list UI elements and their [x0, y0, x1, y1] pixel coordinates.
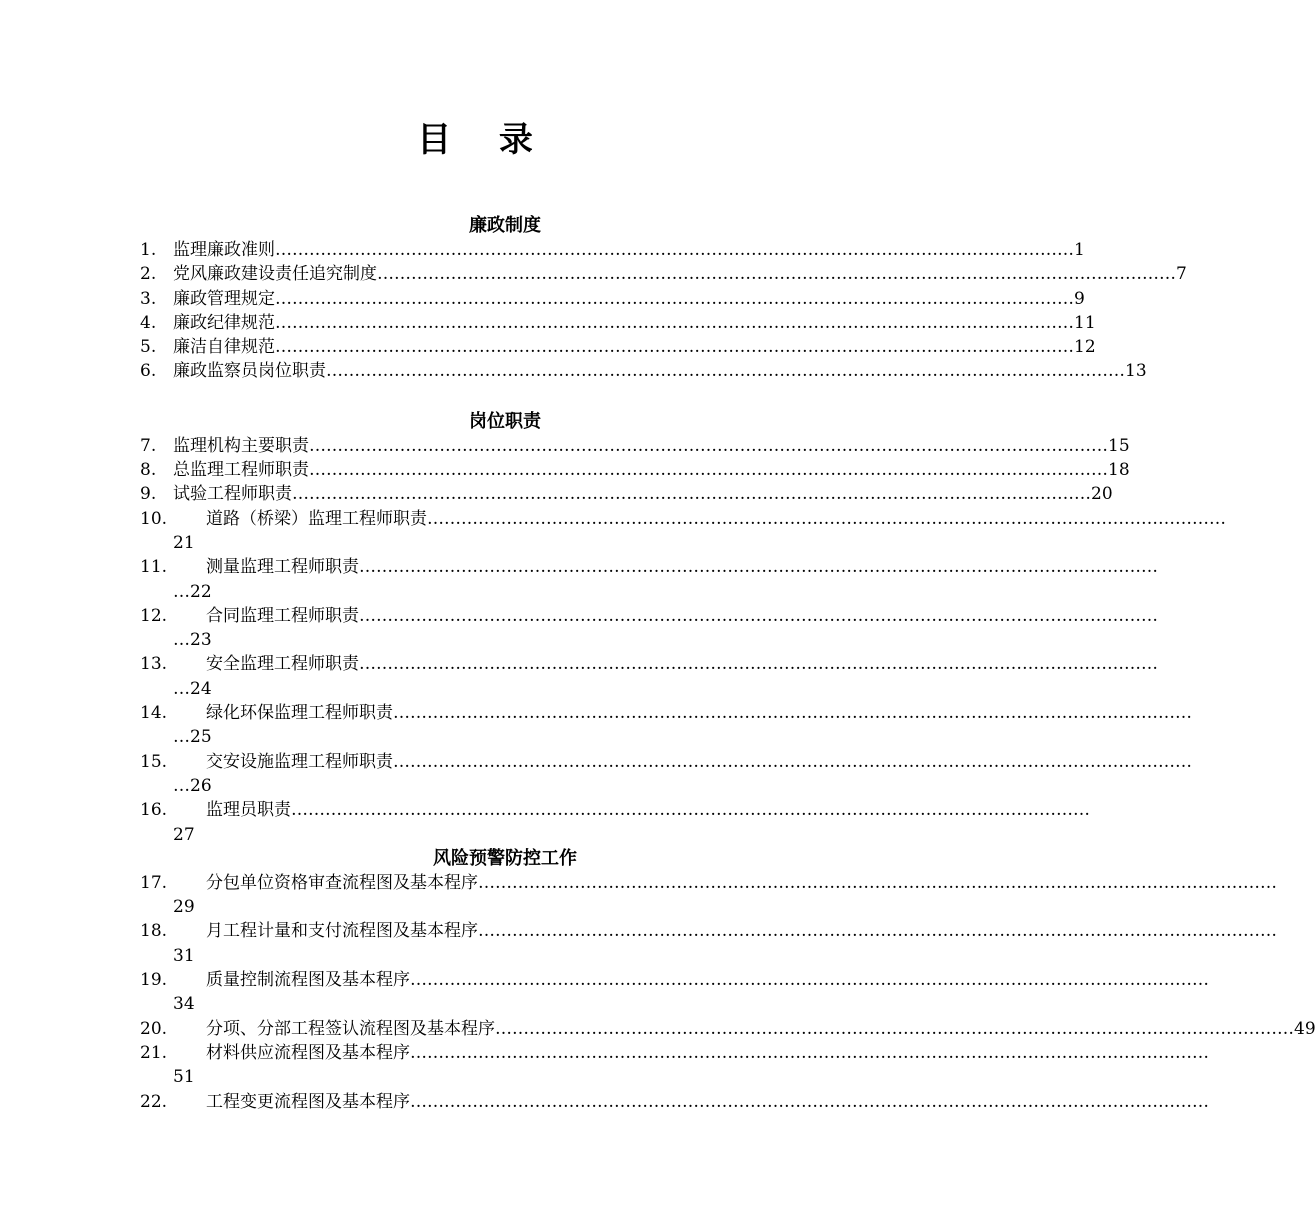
dot-leader: ……………………………………………………………………………………………………………………………: [309, 435, 1108, 456]
entry-page-wrap: 51: [173, 1067, 195, 1088]
dot-leader: ……………………………………………………………………………………………………………………………: [326, 361, 1125, 382]
entry-page: 11: [1074, 312, 1096, 333]
entry-page-wrap: 29: [173, 897, 195, 918]
entry-page: 49: [1294, 1018, 1316, 1039]
entry-label: 廉政管理规定: [173, 288, 275, 309]
section-heading-duties: 岗位职责: [469, 410, 541, 432]
entry-number: 7.: [140, 435, 157, 456]
entry-page: 20: [1091, 484, 1113, 505]
entry-page: 12: [1074, 337, 1096, 358]
entry-page: 18: [1108, 460, 1130, 481]
dot-leader: ……………………………………………………………………………………………………………………………: [359, 557, 1158, 578]
entry-label: 安全监理工程师职责: [206, 654, 359, 675]
entry-page-wrap: 34: [173, 994, 195, 1015]
toc-entry[interactable]: [140, 359, 1147, 383]
toc-entry[interactable]: [140, 1090, 1209, 1114]
toc-entry[interactable]: [140, 555, 1158, 579]
toc-entry[interactable]: [140, 482, 1113, 506]
dot-leader: ……………………………………………………………………………………………………………………………: [359, 605, 1158, 626]
entry-label: 合同监理工程师职责: [206, 605, 359, 626]
entry-number: 8.: [140, 460, 157, 481]
toc-entry[interactable]: [140, 604, 1158, 628]
dot-leader: ……………………………………………………………………………………………………………………………: [377, 264, 1176, 285]
entry-page-wrap: …26: [173, 775, 212, 796]
entry-page-wrap: …25: [173, 727, 212, 748]
toc-entry[interactable]: [140, 262, 1187, 286]
entry-label: 月工程计量和支付流程图及基本程序: [206, 921, 478, 942]
toc-entry[interactable]: [140, 871, 1277, 895]
entry-label: 党风廉政建设责任追究制度: [173, 264, 377, 285]
entry-number: 1.: [140, 240, 157, 260]
dot-leader: ……………………………………………………………………………………………………………………………: [292, 484, 1091, 505]
entry-page: 15: [1108, 435, 1130, 456]
toc-entry[interactable]: [140, 507, 1226, 531]
entry-label: 总监理工程师职责: [173, 460, 309, 481]
entry-number: 12.: [140, 605, 168, 626]
entry-number: 22.: [140, 1091, 168, 1112]
dot-leader: ……………………………………………………………………………………………………………………………: [359, 654, 1158, 675]
dot-leader: ……………………………………………………………………………………………………………………………: [291, 800, 1090, 821]
dot-leader: ……………………………………………………………………………………………………………………………: [275, 288, 1074, 309]
toc-entry[interactable]: [140, 458, 1130, 482]
dot-leader: ……………………………………………………………………………………………………………………………: [275, 312, 1074, 333]
entry-label: 监理机构主要职责: [173, 435, 309, 456]
entry-page-wrap: 31: [173, 945, 195, 966]
entry-label: 绿化环保监理工程师职责: [206, 703, 393, 724]
entry-number: 14.: [140, 703, 168, 724]
section-heading-risk: 风险预警防控工作: [433, 847, 577, 869]
entry-number: 21.: [140, 1042, 168, 1063]
entry-page-wrap: …23: [173, 630, 212, 651]
entry-number: 2.: [140, 264, 157, 285]
entry-label: 廉政监察员岗位职责: [173, 361, 326, 382]
entry-page-wrap: …22: [173, 581, 212, 602]
toc-entry[interactable]: [140, 287, 1085, 311]
entry-label: 交安设施监理工程师职责: [206, 751, 393, 772]
entry-number: 18.: [140, 921, 168, 942]
dot-leader: ……………………………………………………………………………………………………………………………: [478, 872, 1277, 893]
dot-leader: ……………………………………………………………………………………………………………………………: [495, 1018, 1294, 1039]
entry-number: 19.: [140, 970, 168, 991]
toc-entry[interactable]: [140, 238, 1085, 262]
dot-leader: ……………………………………………………………………………………………………………………………: [393, 751, 1192, 772]
entry-label: 监理员职责: [206, 800, 291, 821]
toc-entry[interactable]: [140, 335, 1096, 359]
entry-label: 工程变更流程图及基本程序: [206, 1091, 410, 1112]
entry-number: 16.: [140, 800, 168, 821]
table-of-contents: [140, 214, 1316, 1114]
entry-label: 分包单位资格审查流程图及基本程序: [206, 872, 478, 893]
entry-label: 分项、分部工程签认流程图及基本程序: [206, 1018, 495, 1039]
dot-leader: ……………………………………………………………………………………………………………………………: [393, 703, 1192, 724]
entry-label: 廉洁自律规范: [173, 337, 275, 358]
toc-entry[interactable]: [140, 1041, 1209, 1065]
page-title: 目 录: [417, 120, 551, 160]
entry-page: 9: [1074, 288, 1085, 309]
entry-number: 3.: [140, 288, 157, 309]
entry-number: 9.: [140, 484, 157, 505]
dot-leader: ……………………………………………………………………………………………………………………………: [275, 240, 1074, 260]
entry-number: 10.: [140, 508, 168, 529]
entry-label: 廉政纪律规范: [173, 312, 275, 333]
toc-entry[interactable]: [140, 434, 1130, 458]
section-heading-integrity: 廉政制度: [469, 215, 541, 236]
dot-leader: ……………………………………………………………………………………………………………………………: [478, 921, 1277, 942]
toc-entry[interactable]: [140, 701, 1192, 725]
entry-number: 4.: [140, 312, 157, 333]
entry-label: 道路（桥梁）监理工程师职责: [206, 508, 427, 529]
entry-label: 试验工程师职责: [173, 484, 292, 505]
entry-number: 11.: [140, 557, 168, 578]
dot-leader: ……………………………………………………………………………………………………………………………: [410, 1091, 1209, 1112]
entry-number: 6.: [140, 361, 157, 382]
toc-entry[interactable]: [140, 750, 1192, 774]
entry-label: 材料供应流程图及基本程序: [206, 1042, 410, 1063]
dot-leader: ……………………………………………………………………………………………………………………………: [410, 1042, 1209, 1063]
entry-label: 监理廉政准则: [173, 240, 275, 260]
entry-page-wrap: 27: [173, 824, 195, 845]
dot-leader: ……………………………………………………………………………………………………………………………: [427, 508, 1226, 529]
entry-number: 17.: [140, 872, 168, 893]
dot-leader: ……………………………………………………………………………………………………………………………: [410, 970, 1209, 991]
entry-page-wrap: 21: [173, 532, 195, 553]
entry-number: 5.: [140, 337, 157, 358]
dot-leader: ……………………………………………………………………………………………………………………………: [275, 337, 1074, 358]
toc-entry[interactable]: [140, 798, 1090, 822]
entry-label: 质量控制流程图及基本程序: [206, 970, 410, 991]
toc-entry[interactable]: [140, 968, 1209, 992]
entry-label: 测量监理工程师职责: [206, 557, 359, 578]
toc-entry[interactable]: [140, 652, 1158, 676]
entry-number: 15.: [140, 751, 168, 772]
entry-page-wrap: …24: [173, 678, 212, 699]
toc-entry[interactable]: [140, 919, 1277, 943]
toc-entry[interactable]: [140, 311, 1096, 335]
toc-entry[interactable]: [140, 1017, 1316, 1041]
entry-number: 13.: [140, 654, 168, 675]
entry-page: 13: [1125, 361, 1147, 382]
dot-leader: ……………………………………………………………………………………………………………………………: [309, 460, 1108, 481]
entry-number: 20.: [140, 1018, 168, 1039]
entry-page: 7: [1176, 264, 1187, 285]
entry-page: 1: [1074, 240, 1085, 260]
